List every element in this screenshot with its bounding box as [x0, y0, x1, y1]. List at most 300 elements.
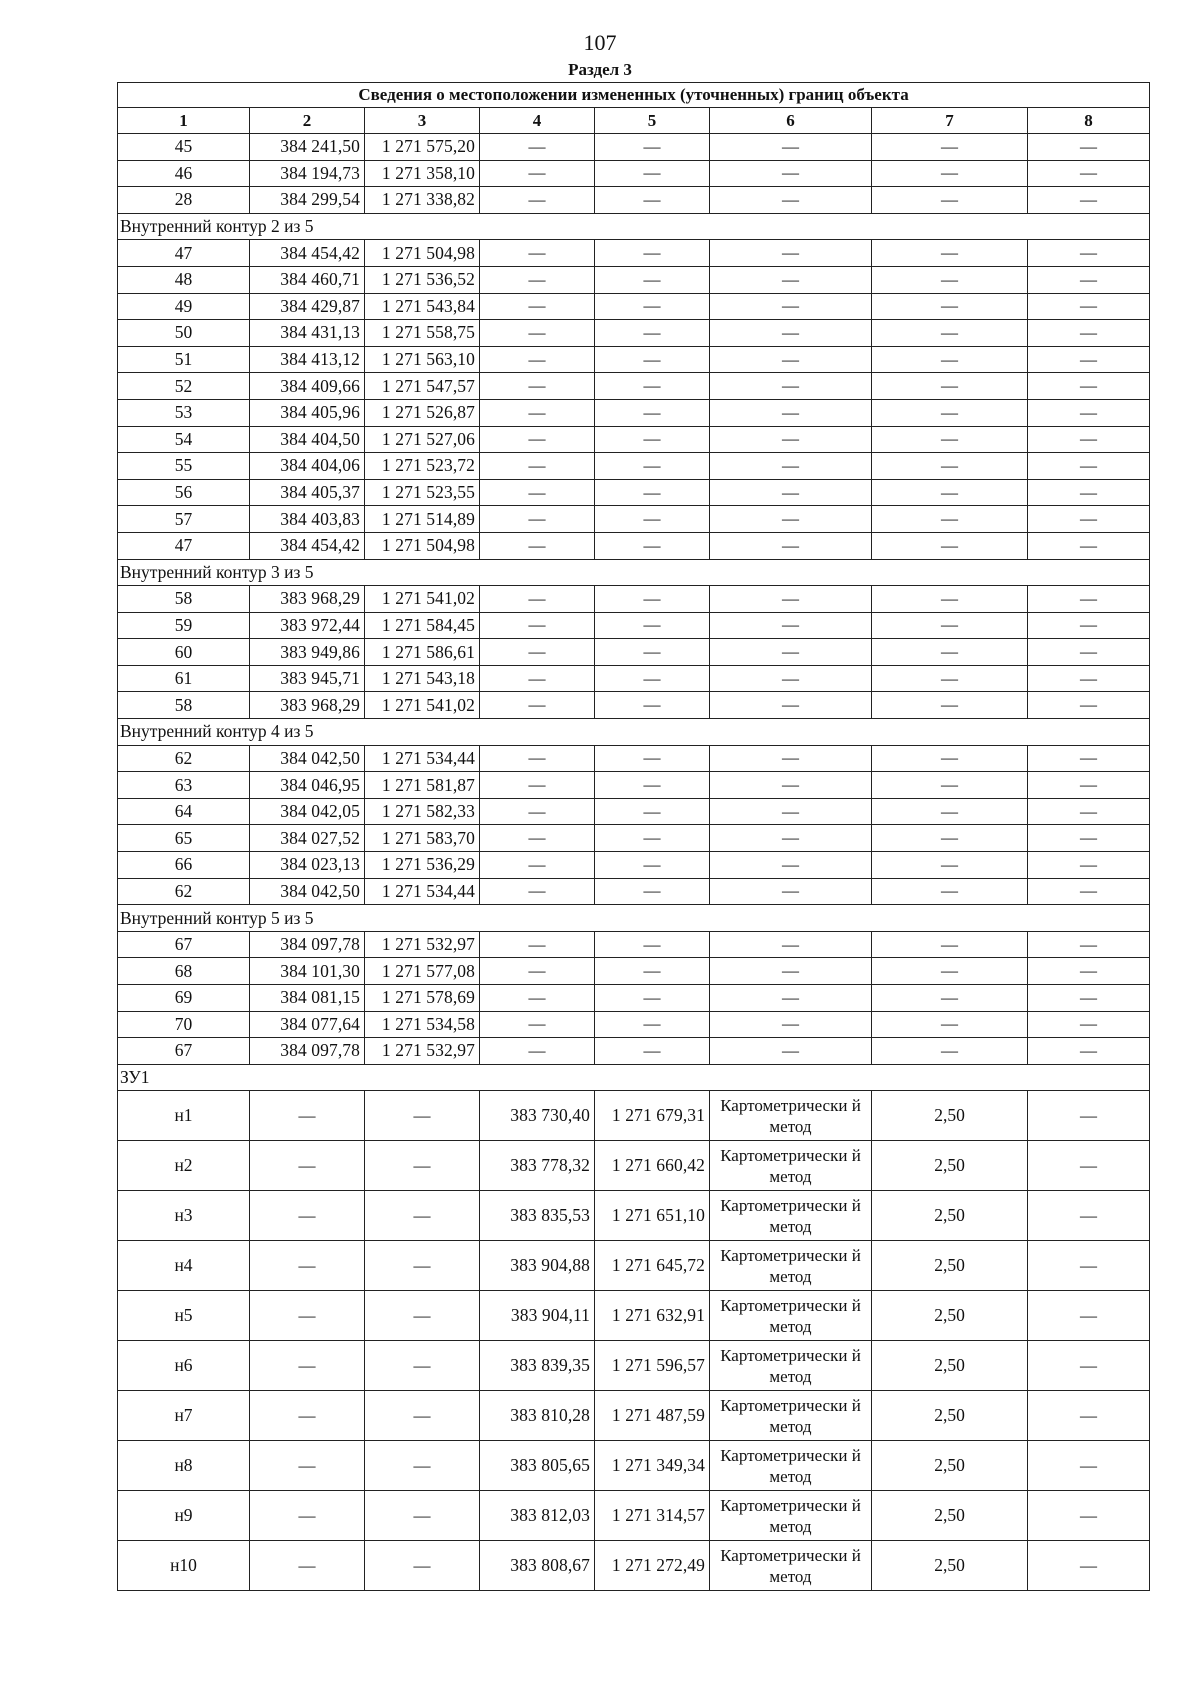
coord-x-cell: —	[250, 1541, 365, 1591]
new-coord-x-cell: —	[480, 373, 595, 400]
coord-y-cell: 1 271 558,75	[365, 320, 480, 347]
accuracy-cell: —	[872, 639, 1028, 666]
accuracy-cell: —	[872, 1038, 1028, 1065]
note-cell: —	[1028, 240, 1150, 267]
coord-y-cell: 1 271 534,58	[365, 1011, 480, 1038]
new-coord-y-cell: —	[595, 692, 710, 719]
accuracy-cell: —	[872, 426, 1028, 453]
new-coord-x-cell: 383 808,67	[480, 1541, 595, 1591]
method-cell: —	[710, 798, 872, 825]
table-title-row	[118, 83, 1150, 108]
table-row	[118, 1191, 1150, 1241]
method-cell: —	[710, 1011, 872, 1038]
accuracy-cell: —	[872, 293, 1028, 320]
accuracy-cell: 2,50	[872, 1291, 1028, 1341]
coord-x-cell: 384 404,50	[250, 426, 365, 453]
new-coord-y-cell: 1 271 349,34	[595, 1441, 710, 1491]
new-coord-y-cell: —	[595, 373, 710, 400]
method-cell: Картометрически й метод	[710, 1391, 872, 1441]
new-coord-y-cell: —	[595, 240, 710, 267]
point-number-cell: 46	[118, 160, 250, 187]
coord-x-cell: —	[250, 1341, 365, 1391]
coord-y-cell: —	[365, 1391, 480, 1441]
point-number-cell: 50	[118, 320, 250, 347]
accuracy-cell: —	[872, 825, 1028, 852]
method-cell: —	[710, 266, 872, 293]
coord-x-cell: 384 404,06	[250, 453, 365, 480]
point-number-cell: н10	[118, 1541, 250, 1591]
note-cell: —	[1028, 1541, 1150, 1591]
new-coord-x-cell: —	[480, 320, 595, 347]
table-row	[118, 985, 1150, 1012]
new-coord-y-cell: —	[595, 586, 710, 613]
coord-x-cell: —	[250, 1191, 365, 1241]
coord-y-cell: 1 271 578,69	[365, 985, 480, 1012]
new-coord-y-cell: 1 271 632,91	[595, 1291, 710, 1341]
method-cell: —	[710, 985, 872, 1012]
table-row	[118, 692, 1150, 719]
point-number-cell: 28	[118, 187, 250, 214]
table-row	[118, 479, 1150, 506]
coord-x-cell: 384 042,50	[250, 745, 365, 772]
table-row	[118, 1341, 1150, 1391]
coord-x-cell: 384 027,52	[250, 825, 365, 852]
new-coord-y-cell: 1 271 596,57	[595, 1341, 710, 1391]
new-coord-y-cell: —	[595, 798, 710, 825]
accuracy-cell: —	[872, 479, 1028, 506]
point-number-cell: 65	[118, 825, 250, 852]
coord-y-cell: 1 271 532,97	[365, 931, 480, 958]
method-cell: —	[710, 346, 872, 373]
new-coord-y-cell: —	[595, 506, 710, 533]
note-cell: —	[1028, 878, 1150, 905]
coord-x-cell: 383 968,29	[250, 586, 365, 613]
table-row	[118, 798, 1150, 825]
coord-x-cell: 383 949,86	[250, 639, 365, 666]
note-cell: —	[1028, 586, 1150, 613]
new-coord-y-cell: 1 271 314,57	[595, 1491, 710, 1541]
contour-group-row	[118, 1064, 1150, 1091]
note-cell: —	[1028, 825, 1150, 852]
coord-x-cell: 384 097,78	[250, 931, 365, 958]
coord-x-cell: 384 409,66	[250, 373, 365, 400]
coord-x-cell: 383 968,29	[250, 692, 365, 719]
table-row	[118, 1011, 1150, 1038]
accuracy-cell: —	[872, 586, 1028, 613]
table-row	[118, 612, 1150, 639]
coord-x-cell: 383 972,44	[250, 612, 365, 639]
coord-x-cell: 384 101,30	[250, 958, 365, 985]
coord-x-cell: 384 403,83	[250, 506, 365, 533]
new-coord-x-cell: 383 839,35	[480, 1341, 595, 1391]
new-coord-y-cell: —	[595, 612, 710, 639]
coord-x-cell: —	[250, 1441, 365, 1491]
new-coord-x-cell: —	[480, 426, 595, 453]
point-number-cell: 52	[118, 373, 250, 400]
coord-y-cell: 1 271 584,45	[365, 612, 480, 639]
point-number-cell: 48	[118, 266, 250, 293]
new-coord-x-cell: —	[480, 134, 595, 161]
coord-x-cell: 384 454,42	[250, 240, 365, 267]
accuracy-cell: 2,50	[872, 1491, 1028, 1541]
table-row	[118, 453, 1150, 480]
note-cell: —	[1028, 1141, 1150, 1191]
table-row	[118, 745, 1150, 772]
coord-x-cell: 384 081,15	[250, 985, 365, 1012]
coord-x-cell: —	[250, 1241, 365, 1291]
column-number: 8	[1028, 108, 1150, 134]
accuracy-cell: —	[872, 1011, 1028, 1038]
point-number-cell: 45	[118, 134, 250, 161]
note-cell: —	[1028, 1038, 1150, 1065]
method-cell: —	[710, 665, 872, 692]
note-cell: —	[1028, 479, 1150, 506]
table-row	[118, 772, 1150, 799]
coord-y-cell: —	[365, 1491, 480, 1541]
accuracy-cell: —	[872, 187, 1028, 214]
accuracy-cell: —	[872, 772, 1028, 799]
note-cell: —	[1028, 1341, 1150, 1391]
coord-y-cell: 1 271 532,97	[365, 1038, 480, 1065]
new-coord-y-cell: —	[595, 745, 710, 772]
accuracy-cell: —	[872, 958, 1028, 985]
method-cell: —	[710, 852, 872, 879]
new-coord-x-cell: —	[480, 772, 595, 799]
table-row	[118, 1541, 1150, 1591]
accuracy-cell: —	[872, 346, 1028, 373]
accuracy-cell: —	[872, 373, 1028, 400]
point-number-cell: 62	[118, 878, 250, 905]
method-cell: Картометрически й метод	[710, 1441, 872, 1491]
table-row	[118, 1491, 1150, 1541]
coord-y-cell: 1 271 504,98	[365, 532, 480, 559]
point-number-cell: н3	[118, 1191, 250, 1241]
new-coord-x-cell: —	[480, 745, 595, 772]
point-number-cell: 59	[118, 612, 250, 639]
coord-x-cell: 384 042,05	[250, 798, 365, 825]
page-number: 107	[583, 30, 617, 55]
coord-x-cell: 384 413,12	[250, 346, 365, 373]
note-cell: —	[1028, 1091, 1150, 1141]
coord-x-cell: 384 077,64	[250, 1011, 365, 1038]
method-cell: —	[710, 399, 872, 426]
table-title: Сведения о местоположении измененных (уточненных) границ объекта	[118, 83, 1150, 108]
new-coord-x-cell: —	[480, 506, 595, 533]
method-cell: Картометрически й метод	[710, 1291, 872, 1341]
table-row	[118, 134, 1150, 161]
column-number: 6	[710, 108, 872, 134]
coord-y-cell: 1 271 543,84	[365, 293, 480, 320]
note-cell: —	[1028, 798, 1150, 825]
method-cell: —	[710, 745, 872, 772]
new-coord-y-cell: —	[595, 1038, 710, 1065]
table-row	[118, 1038, 1150, 1065]
new-coord-y-cell: —	[595, 772, 710, 799]
point-number-cell: 53	[118, 399, 250, 426]
new-coord-y-cell: 1 271 645,72	[595, 1241, 710, 1291]
new-coord-y-cell: —	[595, 1011, 710, 1038]
point-number-cell: н2	[118, 1141, 250, 1191]
coord-x-cell: 384 194,73	[250, 160, 365, 187]
new-coord-y-cell: 1 271 660,42	[595, 1141, 710, 1191]
new-coord-y-cell: —	[595, 985, 710, 1012]
column-number: 4	[480, 108, 595, 134]
method-cell: —	[710, 931, 872, 958]
new-coord-x-cell: —	[480, 798, 595, 825]
method-cell: —	[710, 426, 872, 453]
new-coord-x-cell: —	[480, 479, 595, 506]
method-cell: —	[710, 293, 872, 320]
accuracy-cell: 2,50	[872, 1091, 1028, 1141]
table-row	[118, 506, 1150, 533]
note-cell: —	[1028, 346, 1150, 373]
point-number-cell: 61	[118, 665, 250, 692]
note-cell: —	[1028, 639, 1150, 666]
contour-group-row	[118, 905, 1150, 932]
method-cell: Картометрически й метод	[710, 1341, 872, 1391]
accuracy-cell: —	[872, 134, 1028, 161]
point-number-cell: 47	[118, 532, 250, 559]
new-coord-y-cell: 1 271 487,59	[595, 1391, 710, 1441]
coord-x-cell: —	[250, 1141, 365, 1191]
coord-y-cell: 1 271 586,61	[365, 639, 480, 666]
point-number-cell: 62	[118, 745, 250, 772]
coord-y-cell: —	[365, 1341, 480, 1391]
method-cell: —	[710, 772, 872, 799]
coord-y-cell: 1 271 523,72	[365, 453, 480, 480]
new-coord-x-cell: 383 810,28	[480, 1391, 595, 1441]
new-coord-y-cell: —	[595, 320, 710, 347]
note-cell: —	[1028, 852, 1150, 879]
method-cell: —	[710, 320, 872, 347]
table-row	[118, 266, 1150, 293]
note-cell: —	[1028, 612, 1150, 639]
accuracy-cell: —	[872, 798, 1028, 825]
note-cell: —	[1028, 1291, 1150, 1341]
point-number-cell: 67	[118, 931, 250, 958]
new-coord-y-cell: —	[595, 532, 710, 559]
note-cell: —	[1028, 985, 1150, 1012]
method-cell: —	[710, 612, 872, 639]
point-number-cell: 60	[118, 639, 250, 666]
point-number-cell: н4	[118, 1241, 250, 1291]
method-cell: Картометрически й метод	[710, 1091, 872, 1141]
table-row	[118, 878, 1150, 905]
coord-y-cell: 1 271 536,52	[365, 266, 480, 293]
coord-x-cell: —	[250, 1391, 365, 1441]
point-number-cell: н1	[118, 1091, 250, 1141]
coord-y-cell: 1 271 575,20	[365, 134, 480, 161]
table-row	[118, 852, 1150, 879]
method-cell: Картометрически й метод	[710, 1541, 872, 1591]
coord-y-cell: 1 271 583,70	[365, 825, 480, 852]
method-cell: Картометрически й метод	[710, 1191, 872, 1241]
accuracy-cell: —	[872, 665, 1028, 692]
new-coord-x-cell: —	[480, 532, 595, 559]
coord-x-cell: 384 431,13	[250, 320, 365, 347]
accuracy-cell: —	[872, 453, 1028, 480]
new-coord-y-cell: —	[595, 639, 710, 666]
new-coord-y-cell: —	[595, 958, 710, 985]
table-row	[118, 639, 1150, 666]
coord-y-cell: —	[365, 1291, 480, 1341]
accuracy-cell: 2,50	[872, 1441, 1028, 1491]
coord-x-cell: 384 023,13	[250, 852, 365, 879]
column-number: 3	[365, 108, 480, 134]
method-cell: —	[710, 479, 872, 506]
coord-y-cell: 1 271 527,06	[365, 426, 480, 453]
accuracy-cell: —	[872, 692, 1028, 719]
accuracy-cell: —	[872, 852, 1028, 879]
accuracy-cell: —	[872, 985, 1028, 1012]
coord-y-cell: 1 271 504,98	[365, 240, 480, 267]
point-number-cell: н7	[118, 1391, 250, 1441]
note-cell: —	[1028, 453, 1150, 480]
note-cell: —	[1028, 1241, 1150, 1291]
column-number-row	[118, 108, 1150, 134]
contour-group-label: Внутренний контур 3 из 5	[118, 559, 1150, 586]
new-coord-y-cell: —	[595, 346, 710, 373]
coord-x-cell: 384 299,54	[250, 187, 365, 214]
method-cell: Картометрически й метод	[710, 1491, 872, 1541]
table-row	[118, 373, 1150, 400]
new-coord-y-cell: —	[595, 293, 710, 320]
accuracy-cell: —	[872, 612, 1028, 639]
new-coord-x-cell: —	[480, 187, 595, 214]
coord-x-cell: 384 241,50	[250, 134, 365, 161]
coord-y-cell: 1 271 358,10	[365, 160, 480, 187]
new-coord-x-cell: —	[480, 399, 595, 426]
coord-y-cell: —	[365, 1541, 480, 1591]
coord-x-cell: 384 405,37	[250, 479, 365, 506]
note-cell: —	[1028, 1191, 1150, 1241]
coord-y-cell: 1 271 547,57	[365, 373, 480, 400]
coord-y-cell: 1 271 534,44	[365, 878, 480, 905]
new-coord-x-cell: 383 904,88	[480, 1241, 595, 1291]
table-row	[118, 187, 1150, 214]
method-cell: —	[710, 373, 872, 400]
coord-y-cell: 1 271 582,33	[365, 798, 480, 825]
new-coord-y-cell: —	[595, 266, 710, 293]
note-cell: —	[1028, 692, 1150, 719]
contour-group-label: Внутренний контур 4 из 5	[118, 719, 1150, 746]
method-cell: —	[710, 134, 872, 161]
method-cell: —	[710, 453, 872, 480]
point-number-cell: н8	[118, 1441, 250, 1491]
note-cell: —	[1028, 745, 1150, 772]
table-row	[118, 532, 1150, 559]
new-coord-x-cell: —	[480, 985, 595, 1012]
coord-x-cell: 384 454,42	[250, 532, 365, 559]
note-cell: —	[1028, 1391, 1150, 1441]
method-cell: —	[710, 692, 872, 719]
new-coord-y-cell: —	[595, 134, 710, 161]
accuracy-cell: —	[872, 506, 1028, 533]
table-row	[118, 399, 1150, 426]
note-cell: —	[1028, 1011, 1150, 1038]
method-cell: —	[710, 878, 872, 905]
new-coord-x-cell: —	[480, 612, 595, 639]
table-row	[118, 293, 1150, 320]
point-number-cell: 63	[118, 772, 250, 799]
coord-x-cell: 384 460,71	[250, 266, 365, 293]
coord-x-cell: 383 945,71	[250, 665, 365, 692]
method-cell: Картометрически й метод	[710, 1241, 872, 1291]
new-coord-y-cell: —	[595, 453, 710, 480]
table-row	[118, 958, 1150, 985]
table-row	[118, 346, 1150, 373]
coord-y-cell: 1 271 541,02	[365, 692, 480, 719]
coord-y-cell: —	[365, 1091, 480, 1141]
coord-y-cell: —	[365, 1141, 480, 1191]
accuracy-cell: 2,50	[872, 1141, 1028, 1191]
point-number-cell: 54	[118, 426, 250, 453]
new-coord-y-cell: 1 271 679,31	[595, 1091, 710, 1141]
point-number-cell: н5	[118, 1291, 250, 1341]
new-coord-x-cell: —	[480, 852, 595, 879]
new-coord-x-cell: —	[480, 878, 595, 905]
new-coord-x-cell: 383 904,11	[480, 1291, 595, 1341]
table-row	[118, 240, 1150, 267]
new-coord-y-cell: —	[595, 160, 710, 187]
note-cell: —	[1028, 1491, 1150, 1541]
note-cell: —	[1028, 293, 1150, 320]
accuracy-cell: 2,50	[872, 1241, 1028, 1291]
table-row	[118, 1291, 1150, 1341]
note-cell: —	[1028, 426, 1150, 453]
new-coord-x-cell: 383 730,40	[480, 1091, 595, 1141]
point-number-cell: 64	[118, 798, 250, 825]
coord-x-cell: 384 405,96	[250, 399, 365, 426]
point-number-cell: 51	[118, 346, 250, 373]
coord-x-cell: —	[250, 1091, 365, 1141]
point-number-cell: 68	[118, 958, 250, 985]
new-coord-x-cell: 383 835,53	[480, 1191, 595, 1241]
new-coord-x-cell: —	[480, 958, 595, 985]
table-row	[118, 426, 1150, 453]
note-cell: —	[1028, 532, 1150, 559]
point-number-cell: 57	[118, 506, 250, 533]
coord-x-cell: 384 429,87	[250, 293, 365, 320]
accuracy-cell: —	[872, 399, 1028, 426]
accuracy-cell: —	[872, 320, 1028, 347]
accuracy-cell: 2,50	[872, 1391, 1028, 1441]
point-number-cell: 56	[118, 479, 250, 506]
boundary-coordinates-table	[117, 82, 1150, 1591]
accuracy-cell: —	[872, 931, 1028, 958]
coord-y-cell: —	[365, 1241, 480, 1291]
table-row	[118, 1141, 1150, 1191]
note-cell: —	[1028, 187, 1150, 214]
table-row	[118, 1391, 1150, 1441]
accuracy-cell: —	[872, 266, 1028, 293]
note-cell: —	[1028, 399, 1150, 426]
new-coord-x-cell: —	[480, 665, 595, 692]
method-cell: —	[710, 506, 872, 533]
contour-group-label: Внутренний контур 5 из 5	[118, 905, 1150, 932]
point-number-cell: 49	[118, 293, 250, 320]
coord-y-cell: —	[365, 1441, 480, 1491]
coord-y-cell: 1 271 523,55	[365, 479, 480, 506]
new-coord-y-cell: —	[595, 426, 710, 453]
new-coord-y-cell: —	[595, 852, 710, 879]
coord-y-cell: 1 271 581,87	[365, 772, 480, 799]
new-coord-x-cell: —	[480, 1011, 595, 1038]
method-cell: —	[710, 532, 872, 559]
new-coord-x-cell: —	[480, 240, 595, 267]
new-coord-y-cell: —	[595, 187, 710, 214]
point-number-cell: н9	[118, 1491, 250, 1541]
